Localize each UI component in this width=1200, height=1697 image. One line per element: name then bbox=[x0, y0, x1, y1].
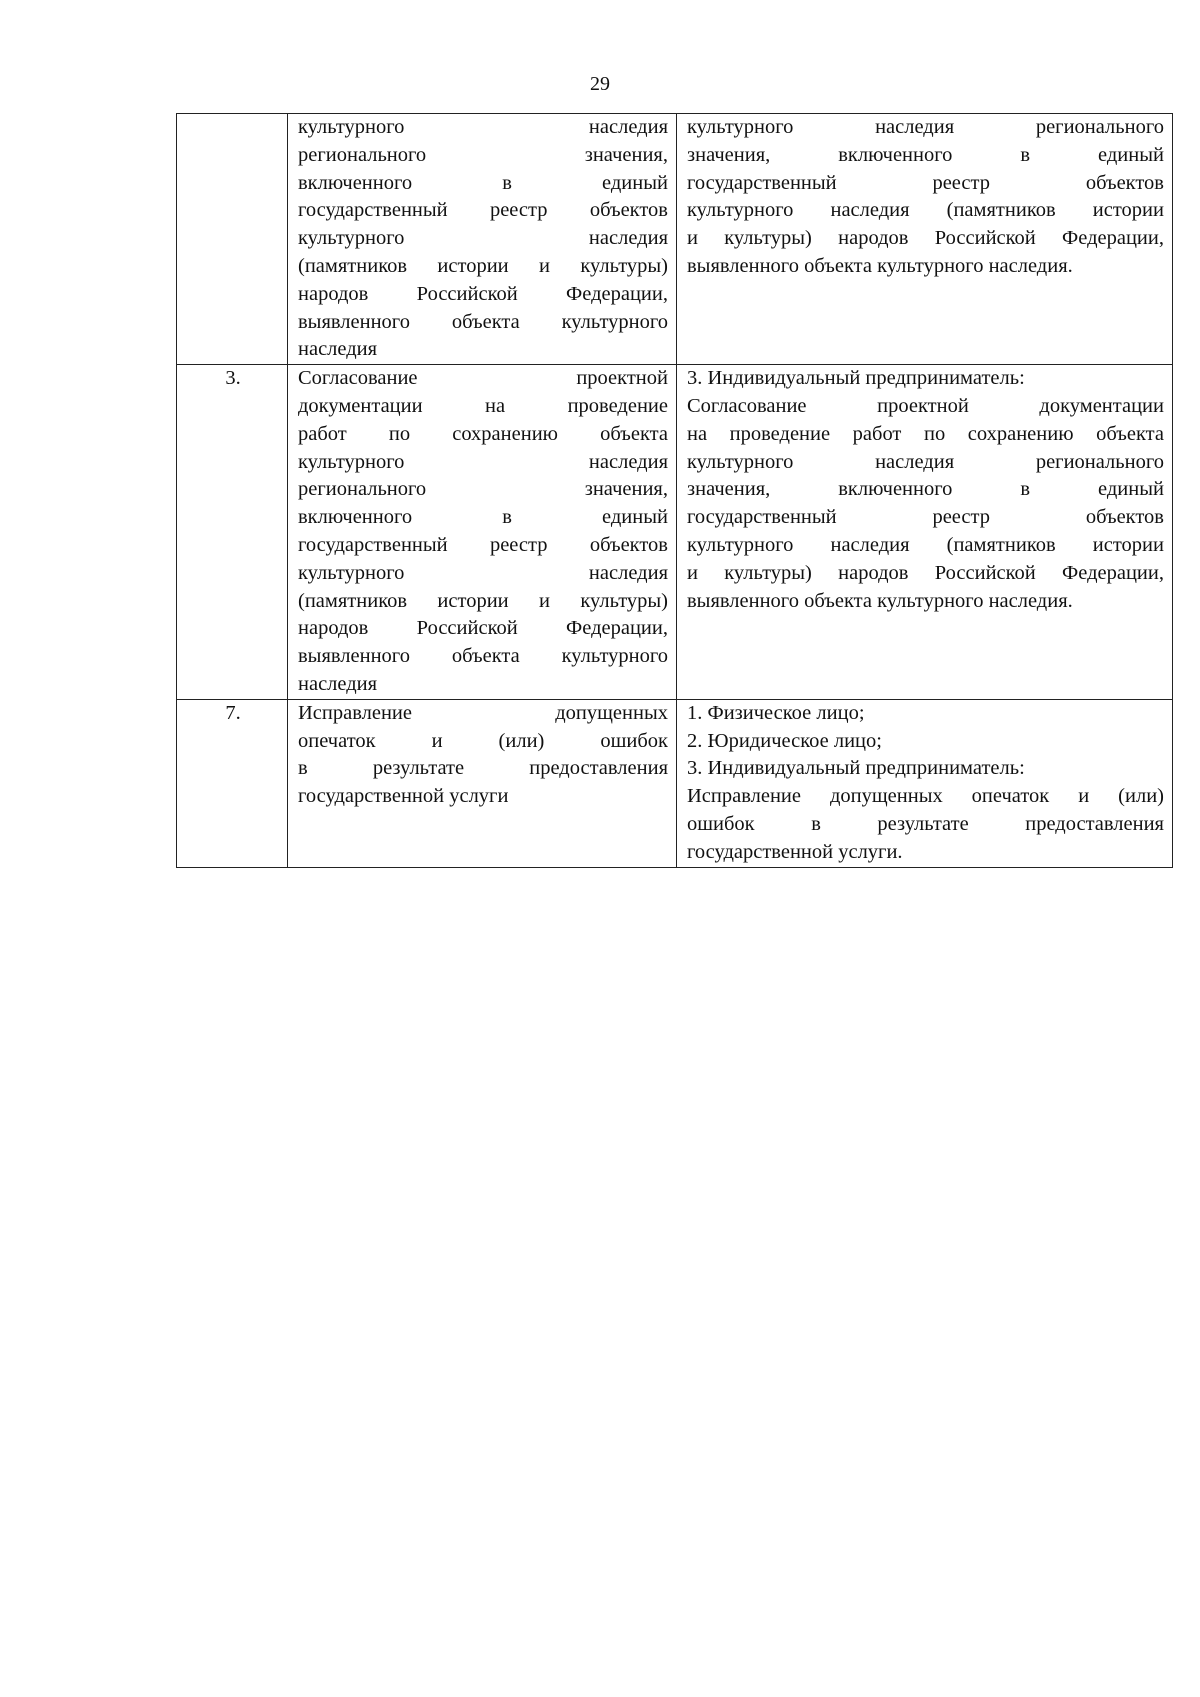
service-name-line: наследия bbox=[298, 672, 378, 695]
service-name-line: государственной услуги bbox=[298, 785, 509, 808]
applicant-line: и культуры) народов Российской Федерации, bbox=[687, 561, 1164, 584]
applicant-line: культурного наследия (памятников истории bbox=[687, 533, 1164, 556]
applicant-line: 3. Индивидуальный предприниматель: bbox=[687, 757, 1025, 780]
table-row bbox=[177, 365, 1173, 700]
applicant-cell bbox=[677, 699, 1173, 867]
applicant-line: выявленного объекта культурного наследия. bbox=[687, 254, 1073, 277]
row-number bbox=[177, 114, 288, 365]
service-name-line: культурного наследия bbox=[298, 561, 668, 584]
service-name-line: включенного в единый bbox=[298, 506, 668, 529]
applicant-line: государственный реестр объектов bbox=[687, 171, 1164, 194]
service-name-cell bbox=[288, 365, 677, 700]
applicant-line: на проведение работ по сохранению объекта bbox=[687, 422, 1164, 445]
service-name-line: культурного наследия bbox=[298, 116, 668, 138]
page-number: 29 bbox=[590, 73, 610, 95]
service-name-cell bbox=[288, 699, 677, 867]
row-number: 3. bbox=[177, 365, 288, 700]
applicant-line: значения, включенного в единый bbox=[687, 478, 1164, 501]
applicant-line: и культуры) народов Российской Федерации, bbox=[687, 227, 1164, 250]
service-name-line: выявленного объекта культурного bbox=[298, 645, 668, 668]
service-name-line: культурного наследия bbox=[298, 450, 668, 473]
service-name-line: включенного в единый bbox=[298, 171, 668, 194]
applicant-line: культурного наследия регионального bbox=[687, 450, 1164, 473]
service-name-line: культурного наследия bbox=[298, 227, 668, 250]
applicant-line: Исправление допущенных опечаток и (или) bbox=[687, 785, 1164, 808]
service-name-line: Согласование проектной bbox=[298, 367, 668, 390]
applicant-line: ошибок в результате предоставления bbox=[687, 812, 1164, 835]
applicant-line: значения, включенного в единый bbox=[687, 143, 1164, 166]
service-name-line: Исправление допущенных bbox=[298, 701, 668, 724]
services-table bbox=[176, 113, 1173, 868]
service-name-line: в результате предоставления bbox=[298, 757, 668, 780]
table-body bbox=[177, 114, 1173, 868]
applicant-cell bbox=[677, 365, 1173, 700]
service-name-line: народов Российской Федерации, bbox=[298, 282, 668, 305]
service-name-line: наследия bbox=[298, 338, 378, 361]
service-name-line: регионального значения, bbox=[298, 143, 668, 166]
service-name-line: государственный реестр объектов bbox=[298, 533, 668, 556]
applicant-line: Согласование проектной документации bbox=[687, 394, 1164, 417]
service-name-line: народов Российской Федерации, bbox=[298, 617, 668, 640]
service-name-line: документации на проведение bbox=[298, 394, 668, 417]
applicant-line: культурного наследия регионального bbox=[687, 116, 1164, 138]
service-name-line: (памятников истории и культуры) bbox=[298, 254, 668, 277]
service-name-line: регионального значения, bbox=[298, 478, 668, 501]
applicant-line: культурного наследия (памятников истории bbox=[687, 199, 1164, 222]
applicant-line: государственный реестр объектов bbox=[687, 506, 1164, 529]
applicant-cell bbox=[677, 114, 1173, 365]
service-name-line: государственный реестр объектов bbox=[298, 199, 668, 222]
service-name-line: работ по сохранению объекта bbox=[298, 422, 668, 445]
applicant-line: 1. Физическое лицо; bbox=[687, 701, 865, 724]
row-number: 7. bbox=[177, 699, 288, 867]
applicant-line: выявленного объекта культурного наследия. bbox=[687, 589, 1073, 612]
service-name-line: опечаток и (или) ошибок bbox=[298, 729, 668, 752]
applicant-line: 2. Юридическое лицо; bbox=[687, 729, 882, 752]
table-row bbox=[177, 699, 1173, 867]
service-name-cell bbox=[288, 114, 677, 365]
table-row bbox=[177, 114, 1173, 365]
applicant-line: государственной услуги. bbox=[687, 840, 903, 863]
applicant-line: 3. Индивидуальный предприниматель: bbox=[687, 367, 1025, 390]
service-name-line: выявленного объекта культурного bbox=[298, 310, 668, 333]
service-name-line: (памятников истории и культуры) bbox=[298, 589, 668, 612]
